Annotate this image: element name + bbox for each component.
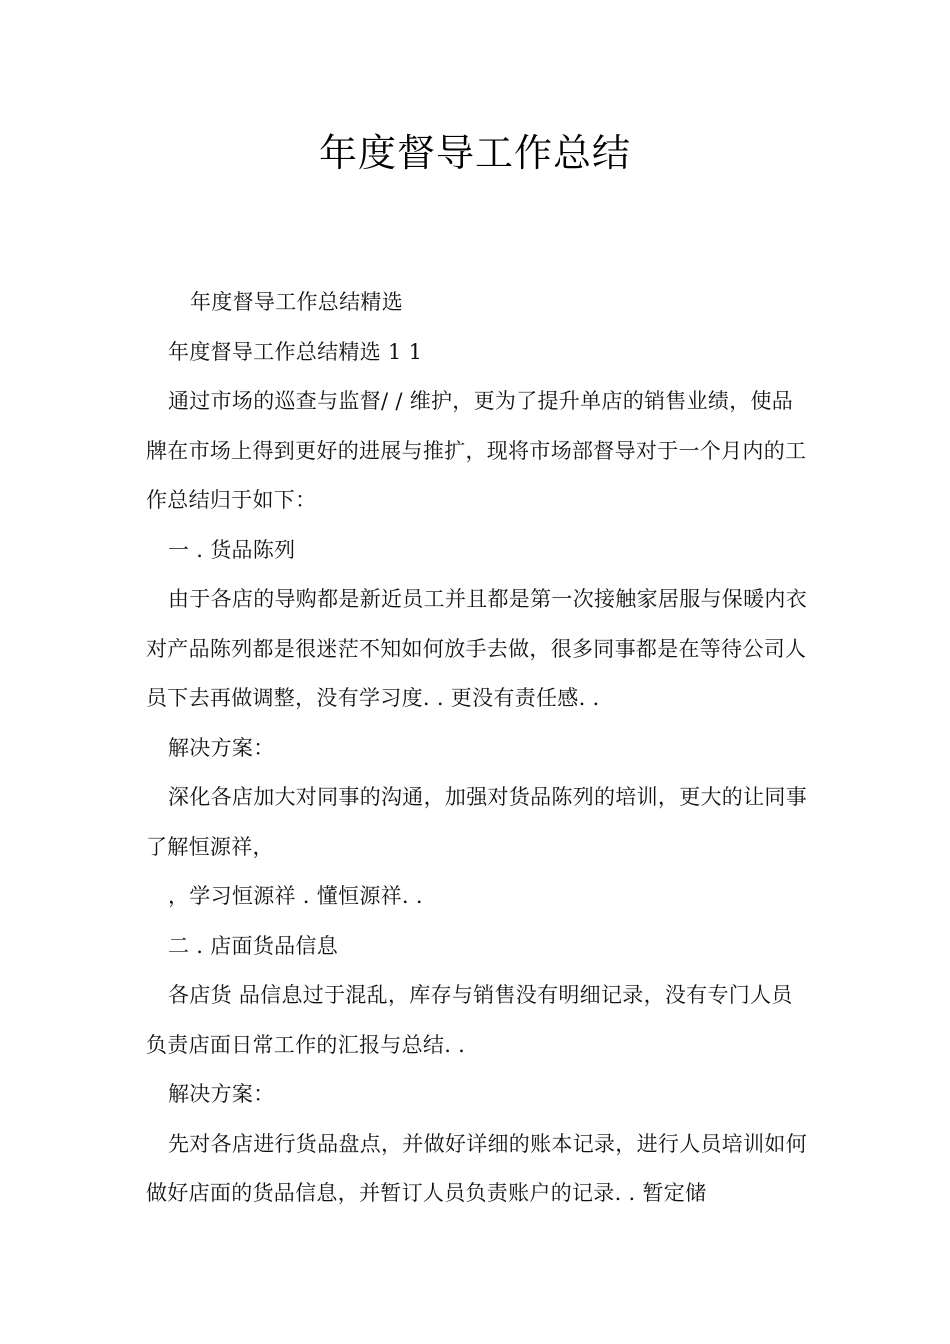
document-body xyxy=(146,278,810,1219)
paragraph-solution-1: 深化各店加大对同事的沟通，加强对货品陈列的培训，更大的让同事了解恒源祥， xyxy=(146,785,807,859)
paragraph-solution-label-1: 解决方案： xyxy=(168,735,275,760)
paragraph-problem-1: 由于各店的导购都是新近员工并且都是第一次接触家居服与保暖内衣对产品陈列都是很迷茫不知如何放手去做，很多同事都是在等待公司人员下去再做调整，没有学习度. . 更没有责任感. . xyxy=(146,587,807,710)
paragraph-heading-1: 一 . 货品陈列 xyxy=(168,537,296,562)
paragraph-intro: 通过市场的巡查与监督/ / 维护，更为了提升单店的销售业绩，使品牌在市场上得到更好的进展与推扩，现将市场部督导对于一个月内的工作总结归于如下： xyxy=(146,389,807,512)
paragraph-problem-2: 各店货 品信息过于混乱，库存与销售没有明细记录，没有专门人员负责店面日常工作的汇报与总结. . xyxy=(146,983,793,1057)
paragraph-solution-label-2: 解决方案： xyxy=(168,1082,275,1106)
paragraph-solution-2: 先对各店进行货品盘点，并做好详细的账本记录，进行人员培训如何做好店面的货品信息，并暂订人员负责账户的记录. . 暂定储 xyxy=(146,1131,807,1205)
paragraph-solution-1-cont: ，学习恒源祥 . 懂恒源祥. . xyxy=(168,884,423,908)
paragraph-heading-2: 二 . 店面货品信息 xyxy=(168,933,339,958)
paragraph-section-heading: 年度督导工作总结精选 1 1 xyxy=(168,339,423,364)
paragraph-subtitle: 年度督导工作总结精选 xyxy=(190,290,403,314)
document-title: 年度督导工作总结 xyxy=(318,131,631,175)
